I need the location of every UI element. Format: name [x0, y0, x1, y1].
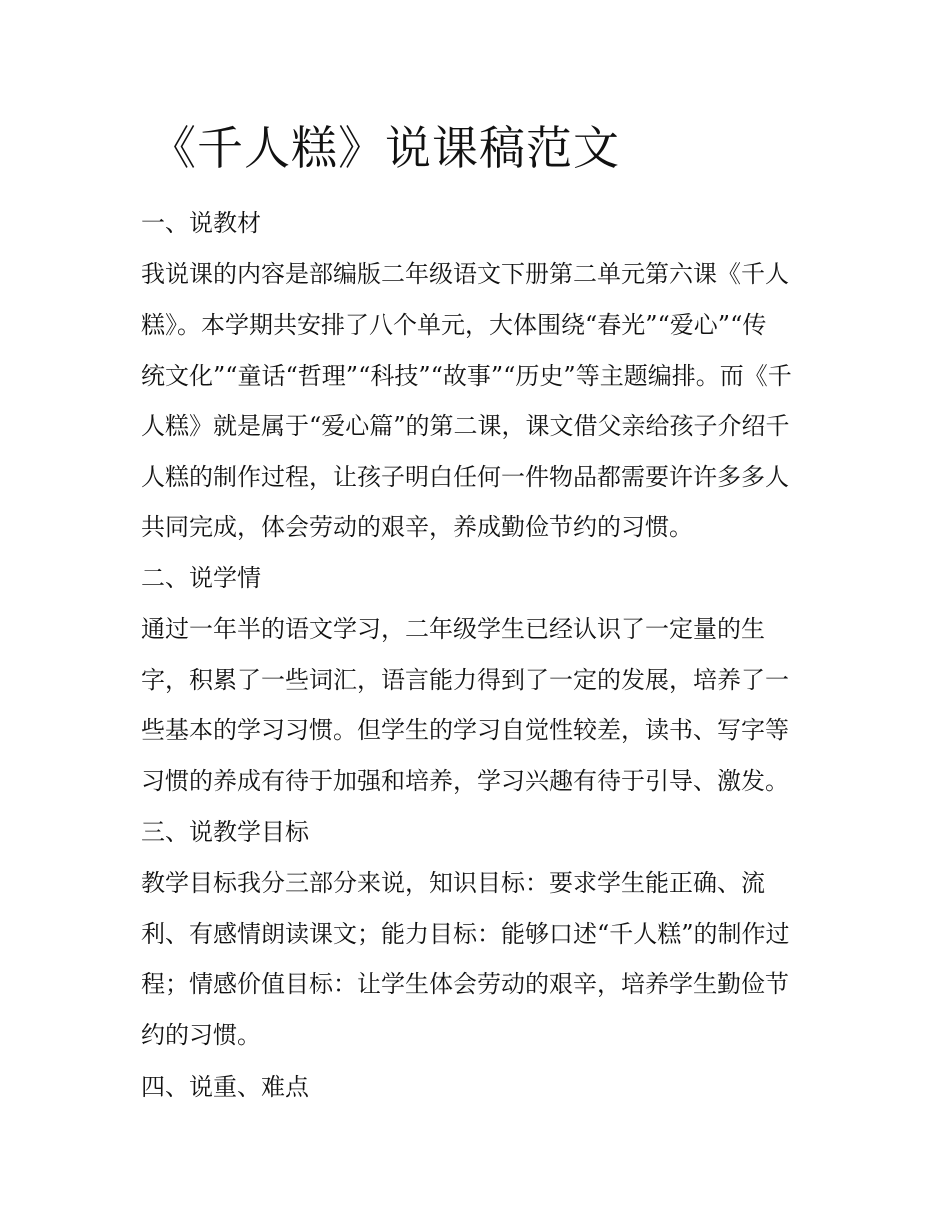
paragraph-line: 教学目标我分三部分来说，知识目标：要求学生能正确、流	[141, 869, 765, 897]
paragraph-line: 通过一年半的语文学习，二年级学生已经认识了一定量的生	[141, 615, 765, 643]
paragraph-line: 习惯的养成有待于加强和培养，学习兴趣有待于引导、激发。	[141, 767, 789, 795]
paragraph-line: 人糕的制作过程，让孩子明白任何一件物品都需要许许多多人	[141, 463, 789, 491]
section-heading: 一、说教材	[141, 209, 261, 237]
section-heading: 四、说重、难点	[141, 1073, 309, 1101]
paragraph-line: 共同完成，体会劳动的艰辛，养成勤俭节约的习惯。	[141, 513, 693, 541]
paragraph-line: 利、有感情朗读课文；能力目标：能够口述“千人糕”的制作过	[141, 920, 790, 948]
paragraph-line: 统文化”“童话“哲理”“科技”“故事”“历史”等主题编排。而《千	[141, 362, 792, 390]
paragraph-line: 糕》。本学期共安排了八个单元，大体围绕“春光”“爱心”“传	[141, 311, 767, 339]
paragraph-line: 些基本的学习习惯。但学生的学习自觉性较差，读书、写字等	[141, 716, 789, 744]
paragraph-line: 程；情感价值目标：让学生体会劳动的艰辛，培养学生勤俭节	[141, 970, 789, 998]
section-heading: 三、说教学目标	[141, 818, 309, 846]
paragraph-line: 我说课的内容是部编版二年级语文下册第二单元第六课《千人	[141, 260, 789, 288]
paragraph-line: 人糕》就是属于“爱心篇”的第二课，课文借父亲给孩子介绍千	[141, 412, 790, 440]
page-title: 《千人糕》说课稿范文	[150, 121, 620, 175]
paragraph-line: 约的习惯。	[141, 1021, 261, 1049]
section-heading: 二、说学情	[141, 564, 261, 592]
paragraph-line: 字，积累了一些词汇，语言能力得到了一定的发展，培养了一	[141, 666, 789, 694]
